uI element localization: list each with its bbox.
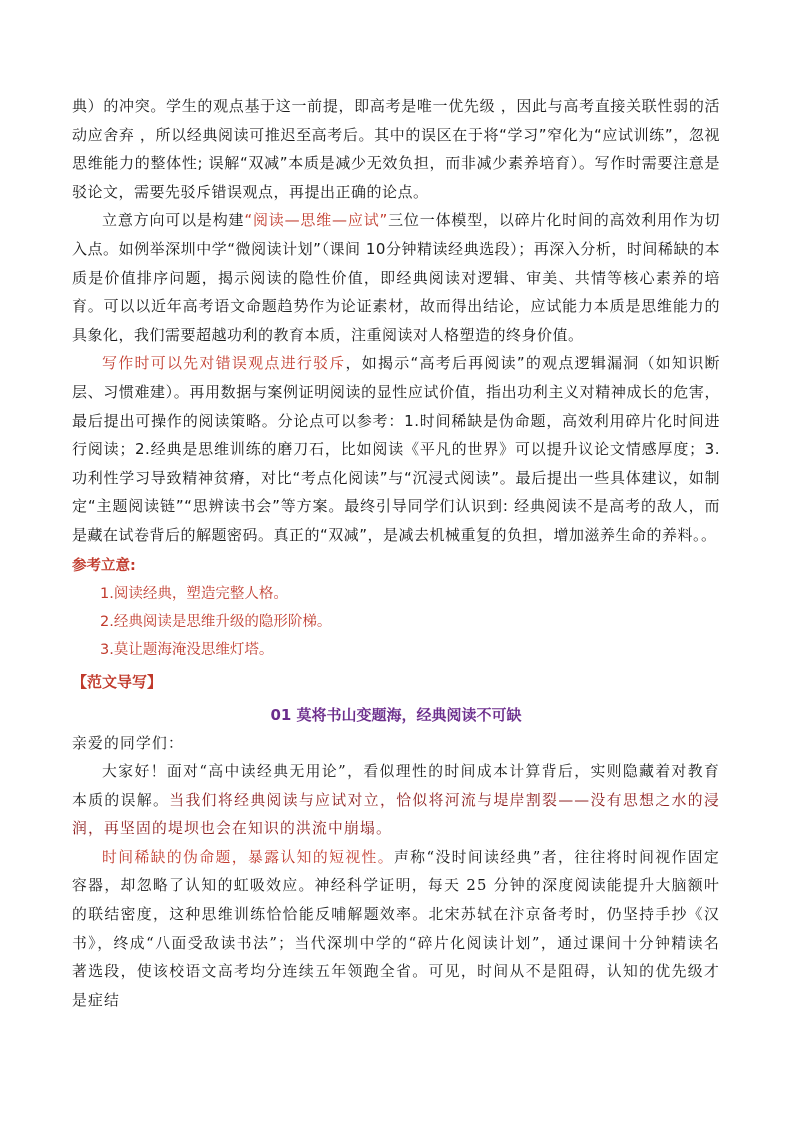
- essay-paragraph-1: [72, 758, 720, 844]
- paragraph-writing-tips: [72, 349, 720, 549]
- reference-idea-2: 2.经典阅读是思维升级的隐形阶梯。: [100, 613, 332, 630]
- model-highlight: “阅读—思维—应试”: [244, 211, 388, 230]
- writing-tip-highlight: 写作时可以先对错误观点进行驳斥: [102, 354, 346, 373]
- writing-tip-body: ，如揭示“高考后再阅读”的观点逻辑漏洞（如知识断层、习惯难建）。再用数据与案例证明阅读的显性应试价值，指出功利主义对精神成长的危害，最后提出可操作的阅读策略。分论点可以参考：1.时间稀缺是伪命题，高效利用碎片化时间进行阅读；2.经典是思维训练的磨刀石，比如阅读《平凡的世界》可以提升议论文情感厚度；3.功利性学习导致精神贫瘠，对比“考点化阅读”与“沉浸式阅读”。最后提出一些具体建议，如制定“主题阅读链”“思辨读书会”等方案。最终引导同学们认识到: 经典阅读不是高考的敌人，而是藏在试卷背后的解题密码。真正的“双减”，是减去机械重复的负担，增加滋养生命的养料。。: [72, 354, 720, 544]
- essay-salutation: 亲爱的同学们：: [72, 734, 184, 752]
- approach-intro: 立意方向可以是构建: [102, 211, 245, 230]
- essay-p1-highlight: 当我们将经典阅读与应试对立，恰似将河流与堤岸割裂——没有思想之水的浸润，再坚固的堤坝也会在知识的洪流中崩塌。: [72, 791, 720, 838]
- essay-p1-intro: 大家好！面对“高中读经典无用论”，看似理性的时间成本计算背后，实则隐藏着对教育本质的误解。: [72, 763, 720, 809]
- reference-ideas-title: 参考立意:: [72, 557, 136, 574]
- paragraph-approach: [72, 206, 720, 349]
- page-content: [72, 92, 720, 1015]
- paragraph-analysis-end: 典）的冲突。学生的观点基于这一前提，即高考是唯一优先级 ，因此与高考直接关联性弱的活动应舍弃 ，所以经典阅读可推迟至高考后。其中的误区在于将“学习”窄化为“应试训练”，忽视思维能力的整体性; 误解“双减”本质是减少无效负担，而非减少素养培育）。写作时需要注意是驳论文，需要先驳斥错误观点，再提出正确的论点。: [72, 97, 720, 201]
- section-title: 【范文导写】: [72, 672, 163, 691]
- essay-paragraph-2: [72, 844, 720, 1016]
- essay-p2-body: 声称“没时间读经典”者，往往将时间视作固定容器，却忽略了认知的虹吸效应。神经科学证明，每天 25 分钟的深度阅读能提升大脑额叶的联结密度，这种思维训练恰恰能反哺解题效率。北宋苏轼在汴京备考时，仍坚持手抄《汉书》，终成“八面受敌读书法”；当代深圳中学的“碎片化阅读计划”，通过课间十分钟精读名著选段，使该校语文高考均分连续五年领跑全省。可见，时间从不是阻碍，认知的优先级才是症结: [72, 848, 720, 1009]
- essay-title: 01 莫将书山变题海，经典阅读不可缺: [270, 705, 522, 724]
- reference-idea-3: 3.莫让题海淹没思维灯塔。: [100, 641, 274, 658]
- essay-p2-highlight: 时间稀缺的伪命题，暴露认知的短视性。: [102, 848, 395, 866]
- reference-idea-1: 1.阅读经典，塑造完整人格。: [100, 585, 288, 602]
- approach-body: 三位一体模型，以碎片化时间的高效利用作为切入点。如例举深圳中学“微阅读计划”（课间 10分钟精读经典选段）；再深入分析，时间稀缺的本质是价值排序问题，揭示阅读的隐性价值，即经典阅读对逻辑、审美、共情等核心素养的培育。可以以近年高考语文命题趋势作为论证素材，故而得出结论，应试能力本质是思维能力的具象化，我们需要超越功利的教育本质，注重阅读对人格塑造的终身价值。: [72, 211, 720, 344]
